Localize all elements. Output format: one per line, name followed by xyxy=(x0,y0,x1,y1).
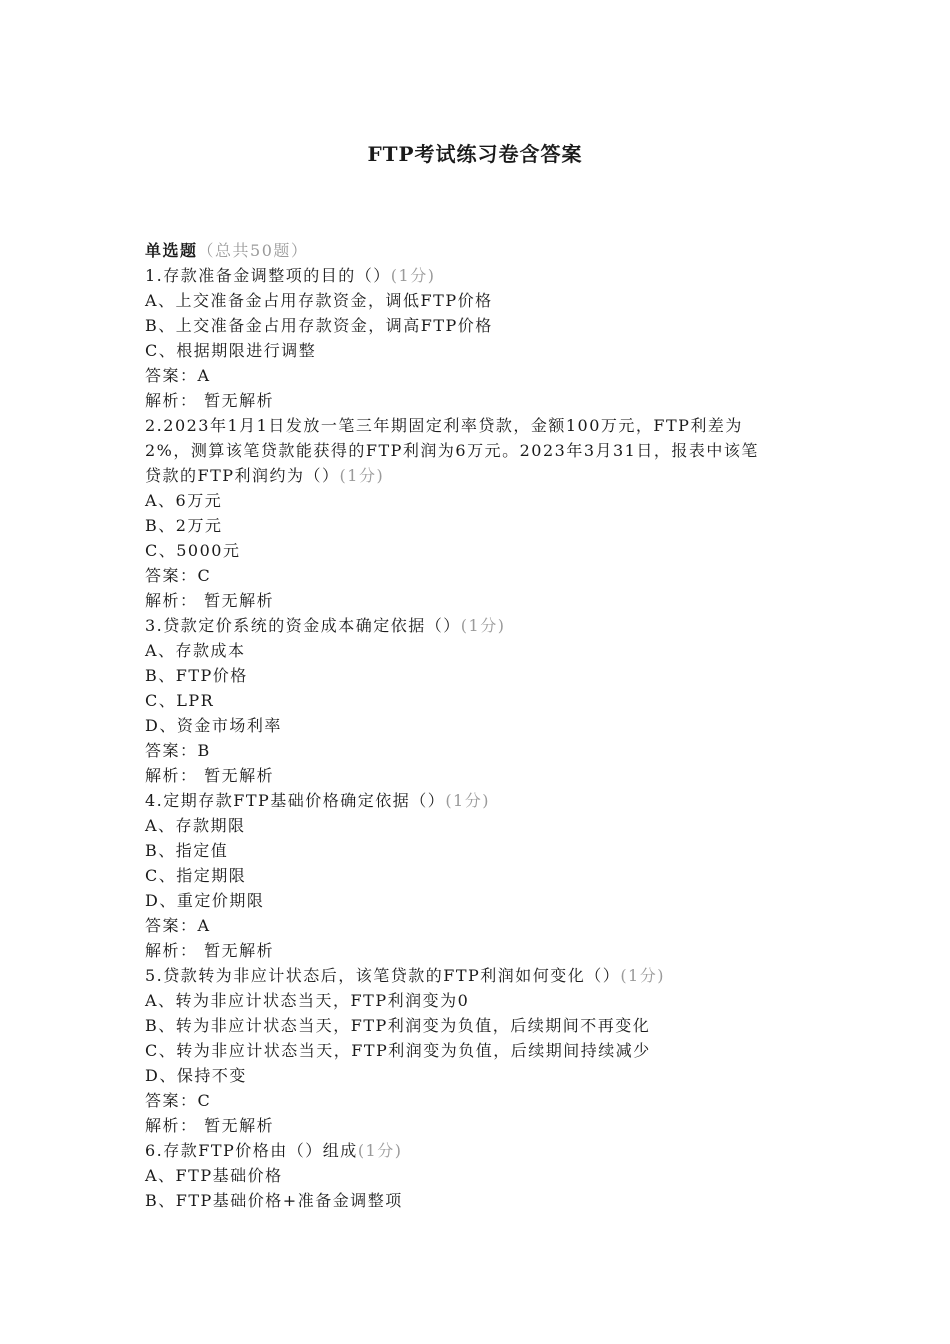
analysis: 解析： 暂无解析 xyxy=(145,1116,275,1135)
question-score: (1分) xyxy=(445,791,490,810)
option-d: D、资金市场利率 xyxy=(145,716,282,735)
option-b: B、FTP基础价格+准备金调整项 xyxy=(145,1191,403,1210)
question-stem: 1.存款准备金调整项的目的（）(1分) xyxy=(145,266,436,285)
answer: 答案：C xyxy=(145,1091,212,1110)
question-3 xyxy=(145,613,815,788)
question-stem: 4.定期存款FTP基础价格确定依据（）(1分) xyxy=(145,791,490,810)
answer: 答案：B xyxy=(145,741,211,760)
question-stem: 6.存款FTP价格由（）组成(1分) xyxy=(145,1141,403,1160)
question-5 xyxy=(145,963,815,1138)
option-a: A、FTP基础价格 xyxy=(145,1166,283,1185)
question-stem-line-3: 贷款的FTP利润约为（）(1分) xyxy=(145,466,385,485)
question-2 xyxy=(145,413,815,613)
analysis: 解析： 暂无解析 xyxy=(145,766,275,785)
option-a: A、上交准备金占用存款资金，调低FTP价格 xyxy=(145,291,493,310)
answer: 答案：A xyxy=(145,366,211,385)
question-score: (1分) xyxy=(620,966,665,985)
question-score: (1分) xyxy=(339,466,385,485)
option-d: D、保持不变 xyxy=(145,1066,247,1085)
analysis: 解析： 暂无解析 xyxy=(145,591,275,610)
option-c: C、指定期限 xyxy=(145,866,247,885)
question-score: (1分) xyxy=(460,616,506,635)
section-title: 单选题 xyxy=(145,241,198,260)
option-c: C、5000元 xyxy=(145,541,241,560)
question-1 xyxy=(145,263,815,413)
question-list xyxy=(145,238,815,1213)
question-stem-line-1: 2.2023年1月1日发放一笔三年期固定利率贷款，金额100万元，FTP利差为 xyxy=(145,416,743,435)
question-score: (1分) xyxy=(357,1141,403,1160)
option-a: A、存款成本 xyxy=(145,641,246,660)
option-b: B、FTP价格 xyxy=(145,666,248,685)
section-heading xyxy=(145,238,815,263)
question-4 xyxy=(145,788,815,963)
option-b: B、上交准备金占用存款资金，调高FTP价格 xyxy=(145,316,493,335)
option-b: B、2万元 xyxy=(145,516,223,535)
question-stem: 3.贷款定价系统的资金成本确定依据（）(1分) xyxy=(145,616,506,635)
option-b: B、转为非应计状态当天，FTP利润变为负值，后续期间不再变化 xyxy=(145,1016,651,1035)
option-c: C、根据期限进行调整 xyxy=(145,341,317,360)
section-count: （总共50题） xyxy=(197,241,309,260)
question-stem-line-2: 2%，测算该笔贷款能获得的FTP利润为6万元。2023年3月31日，报表中该笔 xyxy=(145,441,759,460)
option-c: C、转为非应计状态当天，FTP利润变为负值，后续期间持续减少 xyxy=(145,1041,651,1060)
analysis: 解析： 暂无解析 xyxy=(145,391,275,410)
question-score: (1分) xyxy=(390,266,436,285)
answer: 答案：C xyxy=(145,566,212,585)
option-a: A、6万元 xyxy=(145,491,223,510)
analysis: 解析： 暂无解析 xyxy=(145,941,275,960)
option-b: B、指定值 xyxy=(145,841,229,860)
question-stem: 5.贷款转为非应计状态后，该笔贷款的FTP利润如何变化（）(1分) xyxy=(145,966,665,985)
option-d: D、重定价期限 xyxy=(145,891,265,910)
option-a: A、存款期限 xyxy=(145,816,246,835)
document-title: FTP考试练习卷含答案 xyxy=(367,142,583,166)
option-c: C、LPR xyxy=(145,691,215,710)
question-6 xyxy=(145,1138,815,1213)
option-a: A、转为非应计状态当天，FTP利润变为0 xyxy=(145,991,470,1010)
answer: 答案：A xyxy=(145,916,211,935)
